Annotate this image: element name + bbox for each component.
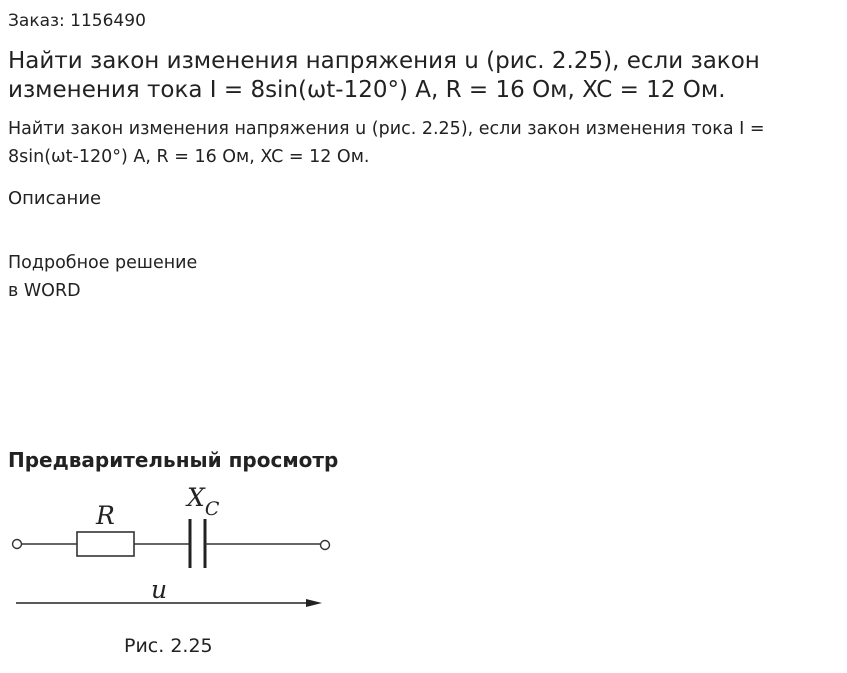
preview-heading: Предварительный просмотр [8,448,339,472]
capacitor-label [185,483,220,520]
circuit-diagram [8,478,348,663]
description-label: Описание [8,188,102,209]
detail-line-2: в WORD [8,281,81,301]
figure-caption: Рис. 2.25 [124,635,213,657]
voltage-arrow-head [306,599,322,607]
capacitor-label-sub: C [204,498,220,520]
circuit-figure [8,478,348,663]
detail-line-1: Подробное решение [8,253,198,273]
right-terminal [321,541,330,550]
capacitor-label-main: X [187,483,205,512]
resistor [77,532,134,556]
voltage-label: u [151,575,168,604]
order-number: Заказ: 1156490 [8,11,146,31]
left-terminal [13,540,22,549]
problem-description: Найти закон изменения напряжения u (рис. 2.25), если закон изменения тока I = 8sin(ωt-120°) A, R = 16 Ом, XC = 12 Ом. [8,119,765,167]
solution-details [8,249,197,305]
resistor-label: R [96,501,115,530]
page-title: Найти закон изменения напряжения u (рис. 2.25), если закон изменения тока I = 8sin(ωt-120°) A, R = 16 Ом, XC = 12 Ом. [8,48,760,103]
